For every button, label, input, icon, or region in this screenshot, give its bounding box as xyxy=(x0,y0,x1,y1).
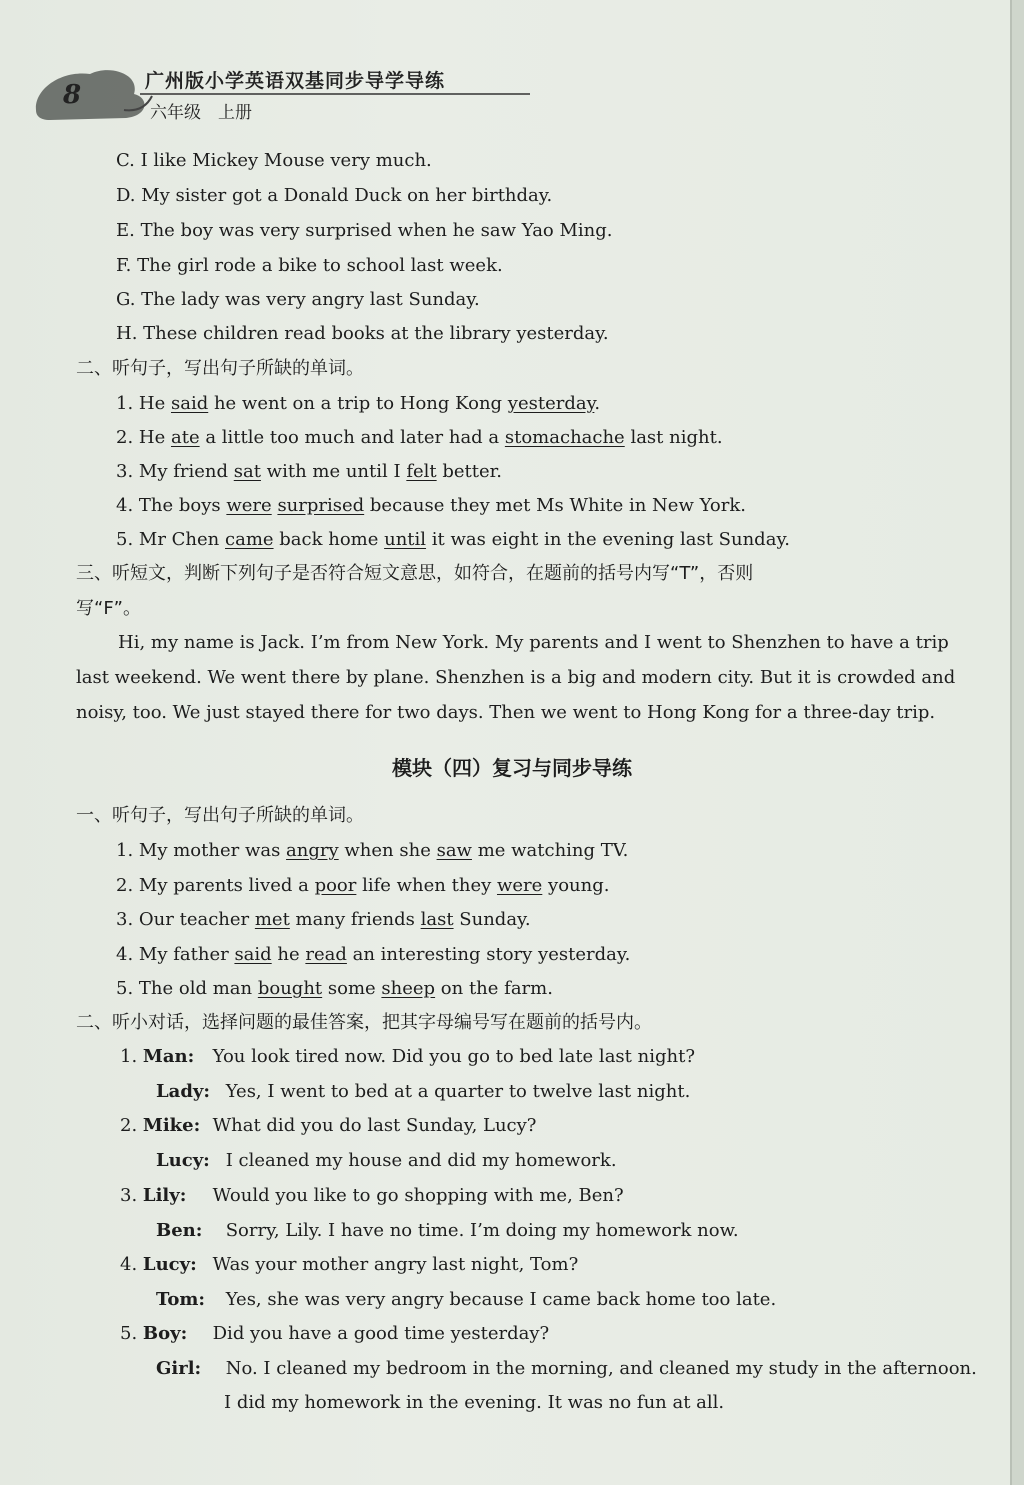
speaker-name: Ben: xyxy=(156,1220,203,1241)
dialog-line xyxy=(156,1357,977,1381)
question-number: 3. xyxy=(116,461,139,482)
dialog-text: Did you have a good time yesterday? xyxy=(206,1323,550,1344)
module-title: 模块（四）复习与同步导练 xyxy=(392,756,632,780)
dialog-text: What did you do last Sunday, Lucy? xyxy=(206,1115,537,1136)
dialog-line xyxy=(156,1219,739,1243)
answer-word: were xyxy=(496,875,543,896)
question-number: 4. xyxy=(116,944,139,965)
sentence-text: it was eight in the evening last Sunday. xyxy=(426,529,790,550)
sentence-text: . xyxy=(594,393,601,414)
answer-word: bought xyxy=(257,978,323,999)
sentence-text: back home xyxy=(273,529,385,550)
sentence-text: he xyxy=(271,944,306,965)
sentence-text: My friend xyxy=(138,461,234,482)
answer-word: poor xyxy=(314,875,357,896)
option-line: D. My sister got a Donald Duck on her birthday. xyxy=(116,185,553,206)
answer-word: saw xyxy=(436,840,472,861)
answer-word: said xyxy=(170,393,209,414)
sentence-text: The old man xyxy=(138,978,258,999)
sentence-text: better. xyxy=(436,461,503,482)
question-number: 4. xyxy=(120,1254,143,1275)
answer-word: were xyxy=(226,495,272,516)
sentence-text: because they met Ms White in New York. xyxy=(364,495,746,516)
sentence-text: Sunday. xyxy=(453,909,531,930)
question-line xyxy=(116,977,553,1001)
section-heading-cont: 写“F”。 xyxy=(76,598,142,619)
answer-word: yesterday xyxy=(507,393,595,414)
question-line xyxy=(116,528,790,552)
answer-word: met xyxy=(254,909,290,930)
question-line xyxy=(116,943,630,967)
sentence-text: on the farm. xyxy=(435,978,553,999)
grade-label: 六年级 上册 xyxy=(150,103,252,123)
speaker-name: Girl: xyxy=(156,1358,202,1379)
option-line: E. The boy was very surprised when he saw Yao Ming. xyxy=(116,220,613,241)
sentence-text: with me until I xyxy=(260,461,407,482)
question-number: 4. xyxy=(116,495,139,516)
option-line: H. These children read books at the library yesterday. xyxy=(116,323,609,344)
dialog-text: Yes, she was very angry because I came back home too late. xyxy=(220,1289,777,1310)
option-line: G. The lady was very angry last Sunday. xyxy=(116,289,480,310)
dialog-line xyxy=(120,1184,624,1208)
answer-word: surprised xyxy=(277,495,365,516)
sentence-text: an interesting story yesterday. xyxy=(346,944,631,965)
speaker-name: Boy: xyxy=(142,1323,188,1344)
question-number: 2. xyxy=(116,875,139,896)
sentence-text: My mother was xyxy=(138,840,287,861)
answer-word: sheep xyxy=(381,978,436,999)
question-line xyxy=(116,839,628,863)
dialog-line xyxy=(156,1149,617,1173)
dialog-line xyxy=(120,1114,536,1138)
section-heading: 二、听句子，写出句子所缺的单词。 xyxy=(76,358,364,379)
series-title: 广州版小学英语双基同步导学导练 xyxy=(145,70,446,92)
dialog-text: I did my homework in the evening. It was no fun at all. xyxy=(224,1392,725,1413)
sentence-text: Our teacher xyxy=(138,909,255,930)
question-number: 2. xyxy=(116,427,139,448)
sentence-text: many friends xyxy=(289,909,421,930)
answer-word: said xyxy=(234,944,272,965)
page-edge xyxy=(1012,0,1024,1485)
question-line xyxy=(116,426,723,450)
dialog-text: You look tired now. Did you go to bed late last night? xyxy=(206,1046,695,1067)
answer-word: stomachache xyxy=(504,427,625,448)
dialog-line xyxy=(120,1322,549,1346)
question-line xyxy=(116,392,600,416)
dialog-text: I cleaned my house and did my homework. xyxy=(220,1150,617,1171)
section-heading: 二、听小对话，选择问题的最佳答案，把其字母编号写在题前的括号内。 xyxy=(76,1012,652,1033)
dialog-line xyxy=(156,1288,776,1312)
question-number: 5. xyxy=(116,978,139,999)
dialog-line xyxy=(156,1080,690,1104)
section-heading: 一、听句子，写出句子所缺的单词。 xyxy=(76,805,364,826)
dialog-text: No. I cleaned my bedroom in the morning, and cleaned my study in the afternoon. xyxy=(220,1358,977,1379)
option-line: F. The girl rode a bike to school last week. xyxy=(116,255,503,276)
question-number: 2. xyxy=(120,1115,143,1136)
sentence-text: The boys xyxy=(138,495,227,516)
answer-word: read xyxy=(305,944,347,965)
sentence-text: life when they xyxy=(356,875,497,896)
question-line xyxy=(116,874,609,898)
speaker-name: Mike: xyxy=(142,1115,201,1136)
speaker-name: Tom: xyxy=(156,1289,206,1310)
question-number: 3. xyxy=(120,1185,143,1206)
question-line xyxy=(116,494,746,518)
answer-word: came xyxy=(225,529,274,550)
question-line xyxy=(116,460,502,484)
sentence-text: some xyxy=(322,978,382,999)
dialog-line xyxy=(120,1045,695,1069)
sentence-text: He xyxy=(138,393,171,414)
sentence-text: a little too much and later had a xyxy=(199,427,505,448)
dialog-line xyxy=(224,1391,724,1415)
sentence-text: Mr Chen xyxy=(138,529,225,550)
answer-word: felt xyxy=(406,461,437,482)
question-number: 1. xyxy=(116,393,139,414)
question-line xyxy=(116,908,531,932)
sentence-text: last night. xyxy=(624,427,723,448)
dialog-text: Yes, I went to bed at a quarter to twelve last night. xyxy=(220,1081,691,1102)
sentence-text: My parents lived a xyxy=(138,875,315,896)
answer-word: last xyxy=(420,909,454,930)
passage-line: Hi, my name is Jack. I’m from New York. My parents and I went to Shenzhen to have a trip xyxy=(118,632,949,653)
section-heading: 三、听短文，判断下列句子是否符合短文意思，如符合，在题前的括号内写“T”，否则 xyxy=(76,563,754,584)
sentence-text: He xyxy=(138,427,171,448)
passage-line: last weekend. We went there by plane. Shenzhen is a big and modern city. But it is crowded and xyxy=(76,667,956,688)
dialog-line xyxy=(120,1253,578,1277)
sentence-text: when she xyxy=(338,840,437,861)
speaker-name: Lucy: xyxy=(142,1254,197,1275)
page-number: 8 xyxy=(63,80,82,110)
dialog-text: Sorry, Lily. I have no time. I’m doing my homework now. xyxy=(220,1220,739,1241)
speaker-name: Lily: xyxy=(142,1185,187,1206)
question-number: 5. xyxy=(116,529,139,550)
dialog-text: Was your mother angry last night, Tom? xyxy=(206,1254,579,1275)
answer-word: angry xyxy=(286,840,339,861)
sentence-text: My father xyxy=(138,944,235,965)
question-number: 5. xyxy=(120,1323,143,1344)
passage-line: noisy, too. We just stayed there for two days. Then we went to Hong Kong for a three-day trip. xyxy=(76,702,936,723)
answer-word: until xyxy=(384,529,427,550)
answer-word: ate xyxy=(170,427,200,448)
option-line: C. I like Mickey Mouse very much. xyxy=(116,150,432,171)
sentence-text: he went on a trip to Hong Kong xyxy=(208,393,508,414)
sentence-text: me watching TV. xyxy=(471,840,629,861)
answer-word: sat xyxy=(233,461,261,482)
speaker-name: Man: xyxy=(142,1046,195,1067)
dialog-text: Would you like to go shopping with me, Ben? xyxy=(206,1185,624,1206)
question-number: 1. xyxy=(120,1046,143,1067)
speaker-name: Lucy: xyxy=(156,1150,210,1171)
question-number: 3. xyxy=(116,909,139,930)
sentence-text: young. xyxy=(542,875,610,896)
speaker-name: Lady: xyxy=(156,1081,211,1102)
question-number: 1. xyxy=(116,840,139,861)
